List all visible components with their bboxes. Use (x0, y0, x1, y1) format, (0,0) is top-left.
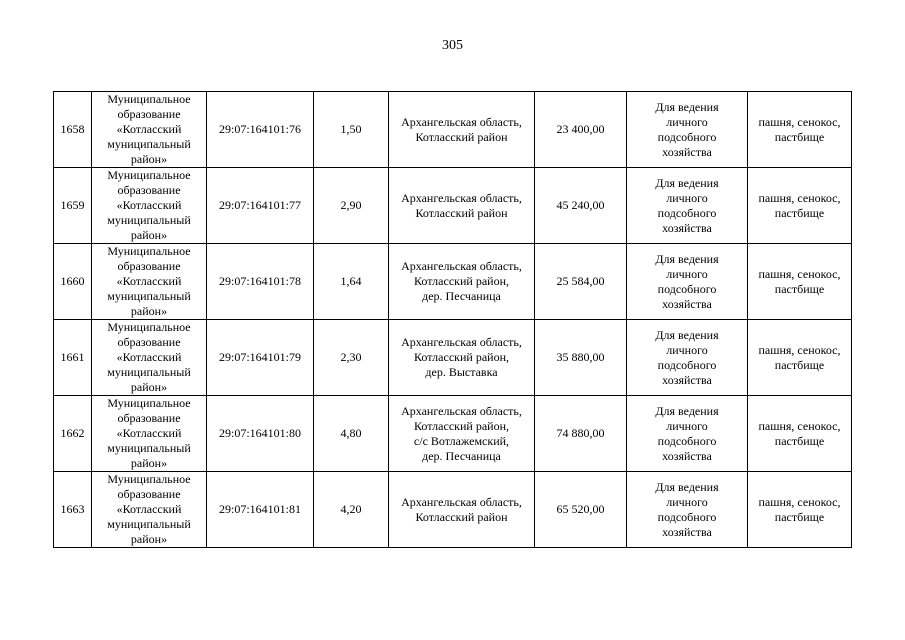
location-cell-text: Архангельская область, Котласский район (401, 494, 522, 524)
row-number-cell-text: 1659 (60, 198, 85, 212)
cadastral-value-cell-text: 35 880,00 (556, 350, 605, 364)
land-type-cell (748, 320, 852, 396)
table-row (54, 472, 852, 548)
table-row (54, 168, 852, 244)
land-type-cell (748, 396, 852, 472)
table-row (54, 244, 852, 320)
row-number-cell-text: 1658 (60, 122, 85, 136)
location-cell (389, 244, 535, 320)
cadastral-number-cell (207, 92, 314, 168)
cadastral-value-cell-text: 45 240,00 (556, 198, 605, 212)
permitted-use-cell-text: Для ведения личного подсобного хозяйства (655, 327, 719, 387)
area-cell-text: 1,50 (340, 122, 362, 136)
area-cell (314, 472, 389, 548)
area-cell-text: 4,20 (340, 502, 362, 516)
row-number-cell (54, 168, 92, 244)
area-cell-text: 2,90 (340, 198, 362, 212)
land-type-cell (748, 168, 852, 244)
location-cell (389, 320, 535, 396)
owner-cell-text: Муниципальное образование «Котласский муниципальный район» (107, 396, 191, 470)
area-cell-text: 1,64 (340, 274, 362, 288)
area-cell-text: 2,30 (340, 350, 362, 364)
area-cell (314, 168, 389, 244)
area-cell (314, 320, 389, 396)
owner-cell (92, 92, 207, 168)
cadastral-value-cell-text: 74 880,00 (556, 426, 605, 440)
land-type-cell-text: пашня, сенокос, пастбище (758, 342, 841, 372)
owner-cell (92, 472, 207, 548)
owner-cell (92, 396, 207, 472)
permitted-use-cell (627, 244, 748, 320)
permitted-use-cell (627, 320, 748, 396)
cadastral-number-cell (207, 244, 314, 320)
cadastral-value-cell (535, 92, 627, 168)
row-number-cell-text: 1661 (60, 350, 85, 364)
cadastral-number-cell-text: 29:07:164101:78 (218, 274, 301, 288)
cadastral-number-cell-text: 29:07:164101:81 (218, 502, 301, 516)
location-cell (389, 168, 535, 244)
table-body (54, 92, 852, 548)
land-type-cell-text: пашня, сенокос, пастбище (758, 190, 841, 220)
cadastral-number-cell (207, 472, 314, 548)
land-plots-table (53, 91, 852, 548)
owner-cell-text: Муниципальное образование «Котласский муниципальный район» (107, 320, 191, 394)
location-cell (389, 472, 535, 548)
cadastral-value-cell (535, 472, 627, 548)
permitted-use-cell-text: Для ведения личного подсобного хозяйства (655, 479, 719, 539)
row-number-cell-text: 1663 (60, 502, 85, 516)
location-cell-text: Архангельская область, Котласский район, дер. Песчаница (401, 259, 522, 303)
area-cell-text: 4,80 (340, 426, 362, 440)
location-cell-text: Архангельская область, Котласский район, с/с Вотлажемский, дер. Песчаница (401, 403, 522, 463)
row-number-cell (54, 320, 92, 396)
owner-cell (92, 320, 207, 396)
cadastral-number-cell-text: 29:07:164101:79 (218, 350, 301, 364)
cadastral-value-cell-text: 25 584,00 (556, 274, 605, 288)
land-type-cell-text: пашня, сенокос, пастбище (758, 266, 841, 296)
cadastral-value-cell (535, 244, 627, 320)
permitted-use-cell-text: Для ведения личного подсобного хозяйства (655, 99, 719, 159)
cadastral-value-cell-text: 65 520,00 (556, 502, 605, 516)
area-cell (314, 92, 389, 168)
row-number-cell (54, 92, 92, 168)
owner-cell (92, 168, 207, 244)
cadastral-value-cell (535, 168, 627, 244)
cadastral-number-cell-text: 29:07:164101:76 (218, 122, 301, 136)
location-cell (389, 396, 535, 472)
permitted-use-cell-text: Для ведения личного подсобного хозяйства (655, 175, 719, 235)
land-type-cell-text: пашня, сенокос, пастбище (758, 114, 841, 144)
permitted-use-cell (627, 396, 748, 472)
cadastral-value-cell-text: 23 400,00 (556, 122, 605, 136)
owner-cell-text: Муниципальное образование «Котласский муниципальный район» (107, 244, 191, 318)
row-number-cell-text: 1660 (60, 274, 85, 288)
cadastral-number-cell-text: 29:07:164101:80 (218, 426, 301, 440)
permitted-use-cell (627, 472, 748, 548)
location-cell-text: Архангельская область, Котласский район (401, 190, 522, 220)
land-type-cell-text: пашня, сенокос, пастбище (758, 494, 841, 524)
cadastral-number-cell-text: 29:07:164101:77 (218, 198, 301, 212)
area-cell (314, 244, 389, 320)
cadastral-number-cell (207, 168, 314, 244)
land-type-cell (748, 92, 852, 168)
land-type-cell-text: пашня, сенокос, пастбище (758, 418, 841, 448)
table-row (54, 320, 852, 396)
owner-cell-text: Муниципальное образование «Котласский муниципальный район» (107, 92, 191, 166)
cadastral-number-cell (207, 396, 314, 472)
cadastral-value-cell (535, 320, 627, 396)
permitted-use-cell-text: Для ведения личного подсобного хозяйства (655, 251, 719, 311)
land-type-cell (748, 472, 852, 548)
area-cell (314, 396, 389, 472)
cadastral-value-cell (535, 396, 627, 472)
location-cell (389, 92, 535, 168)
permitted-use-cell-text: Для ведения личного подсобного хозяйства (655, 403, 719, 463)
row-number-cell (54, 396, 92, 472)
table-row (54, 92, 852, 168)
owner-cell-text: Муниципальное образование «Котласский муниципальный район» (107, 472, 191, 546)
owner-cell (92, 244, 207, 320)
land-type-cell (748, 244, 852, 320)
row-number-cell (54, 472, 92, 548)
permitted-use-cell (627, 92, 748, 168)
table-row (54, 396, 852, 472)
owner-cell-text: Муниципальное образование «Котласский муниципальный район» (107, 168, 191, 242)
location-cell-text: Архангельская область, Котласский район, дер. Выставка (401, 335, 522, 379)
location-cell-text: Архангельская область, Котласский район (401, 114, 522, 144)
page-number: 305 (442, 38, 463, 53)
row-number-cell (54, 244, 92, 320)
row-number-cell-text: 1662 (60, 426, 85, 440)
permitted-use-cell (627, 168, 748, 244)
cadastral-number-cell (207, 320, 314, 396)
